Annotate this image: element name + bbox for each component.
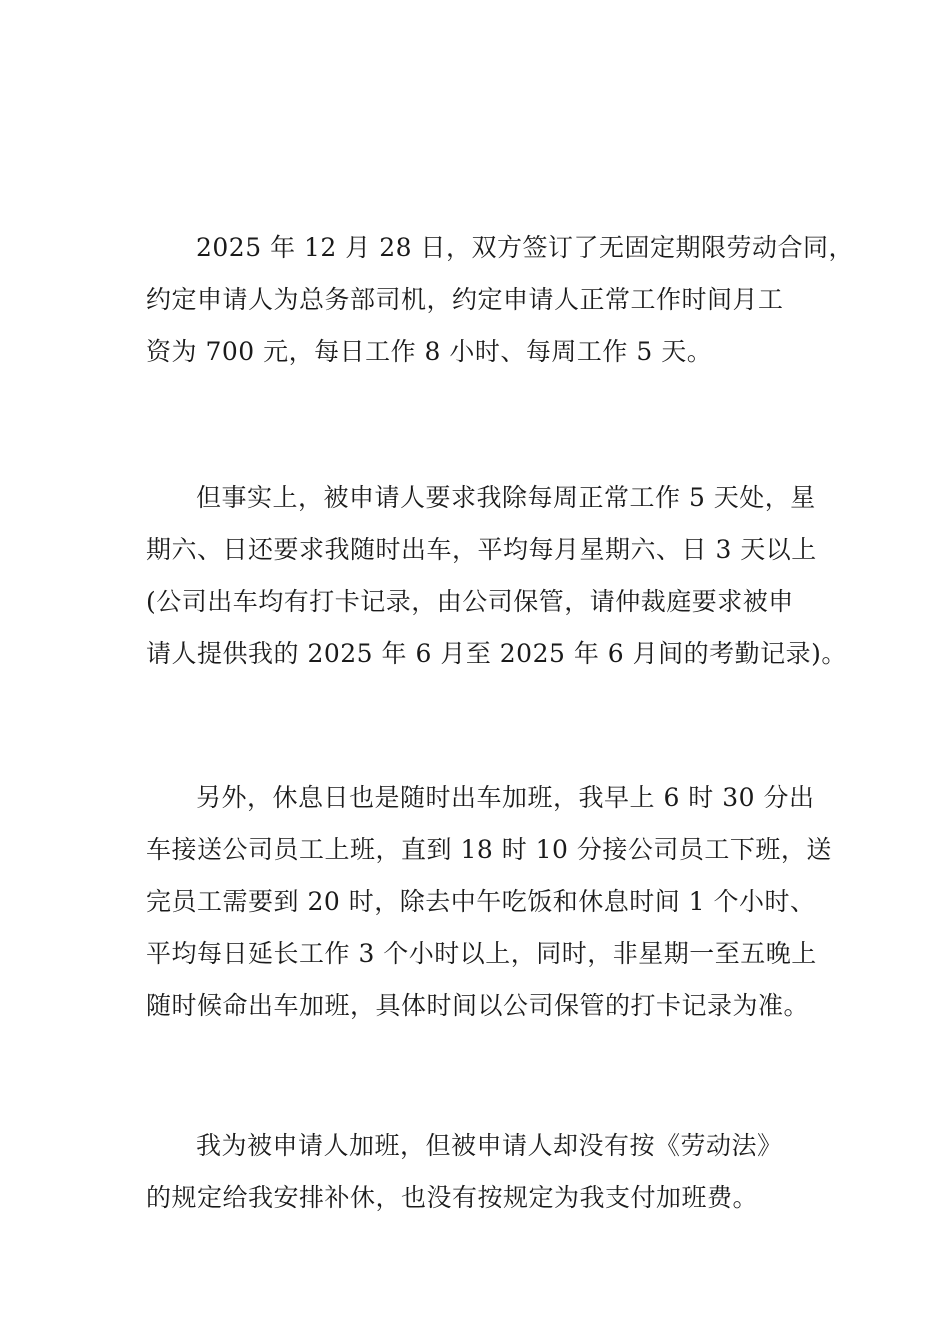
paragraph-overtime-hours: [146, 772, 832, 1032]
paragraph-weekend-work: [146, 472, 847, 680]
paragraph-no-compensation: [146, 1120, 826, 1224]
text-line: 平均每日延长工作 3 个小时以上，同时，非星期一至五晚上: [146, 939, 817, 968]
text-line: 2025 年 12 月 28 日，双方签订了无固定期限劳动合同，: [196, 233, 854, 262]
text-line: 请人提供我的 2025 年 6 月至 2025 年 6 月间的考勤记录)。: [146, 639, 847, 668]
text-line: 我为被申请人加班，但被申请人却没有按《劳动法》: [196, 1131, 783, 1160]
text-line: (公司出车均有打卡记录，由公司保管，请仲裁庭要求被申: [146, 587, 794, 616]
text-line: 车接送公司员工上班，直到 18 时 10 分接公司员工下班，送: [146, 835, 832, 864]
text-line: 资为 700 元，每日工作 8 小时、每周工作 5 天。: [146, 337, 713, 366]
text-line: 另外，休息日也是随时出车加班，我早上 6 时 30 分出: [196, 783, 815, 812]
text-line: 约定申请人为总务部司机，约定申请人正常工作时间月工: [146, 285, 784, 314]
text-line: 随时候命出车加班，具体时间以公司保管的打卡记录为准。: [146, 991, 810, 1020]
text-line: 期六、日还要求我随时出车，平均每月星期六、日 3 天以上: [146, 535, 817, 564]
text-line: 完员工需要到 20 时，除去中午吃饭和休息时间 1 个小时、: [146, 887, 816, 916]
text-line: 但事实上，被申请人要求我除每周正常工作 5 天处，星: [196, 483, 816, 512]
text-line: 的规定给我安排补休，也没有按规定为我支付加班费。: [146, 1183, 759, 1212]
paragraph-contract: [146, 222, 854, 378]
